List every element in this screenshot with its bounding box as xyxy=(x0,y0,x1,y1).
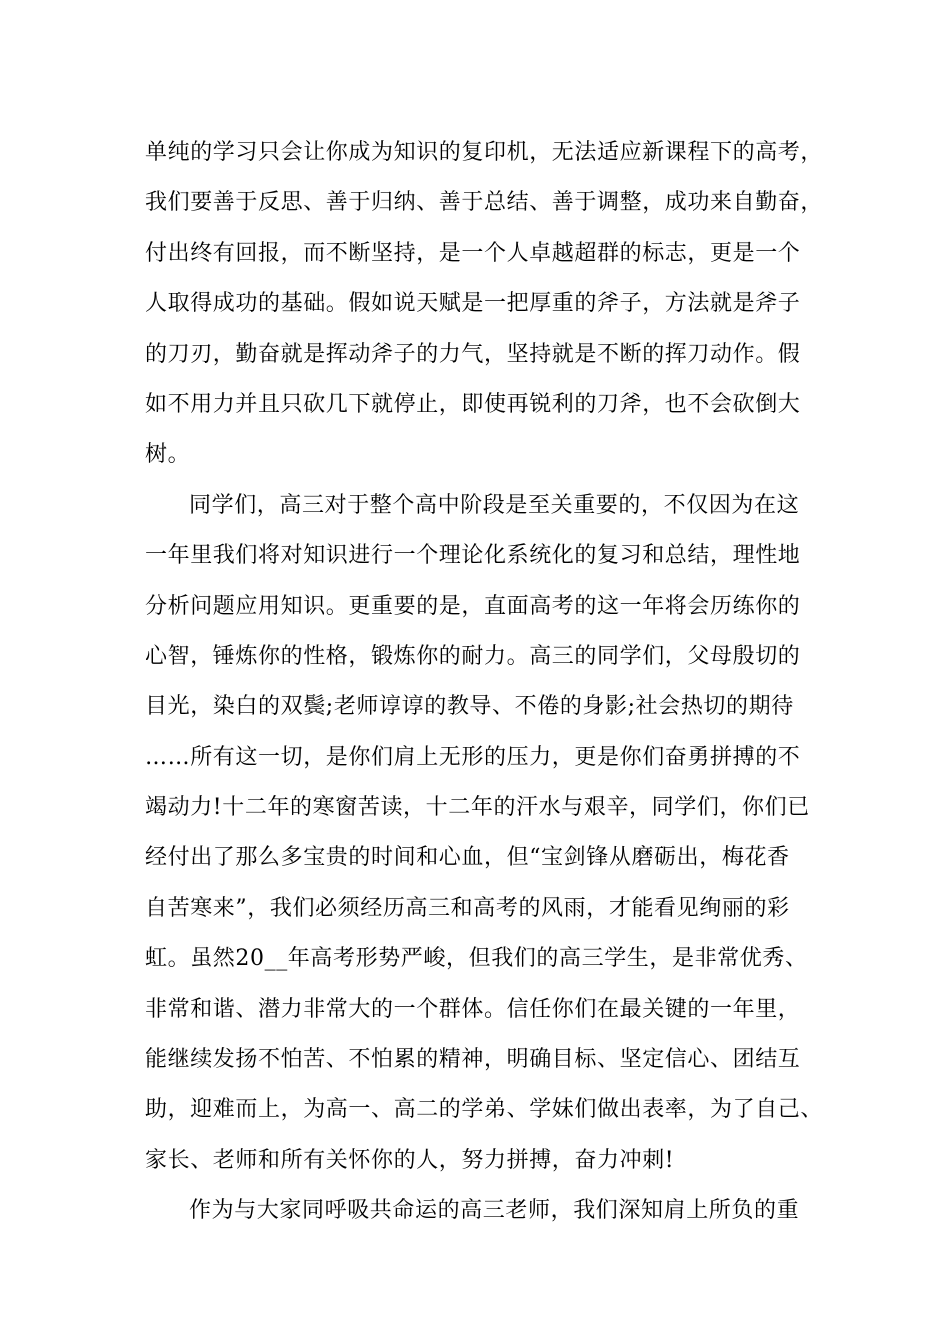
text-line: ……所有这一切，是你们肩上无形的压力，更是你们奋勇拼搏的不 xyxy=(145,744,801,770)
text-line: 单纯的学习只会让你成为知识的复印机，无法适应新课程下的高考， xyxy=(145,140,824,165)
text-line: 家长、老师和所有关怀你的人，努力拼搏，奋力冲刺! xyxy=(145,1147,675,1173)
text-line: 作为与大家同呼吸共命运的高三老师，我们深知肩上所负的重 xyxy=(189,1198,800,1224)
text-line: 能继续发扬不怕苦、不怕累的精神，明确目标、坚定信心、团结互 xyxy=(145,1047,801,1073)
text-line: 目光，染白的双鬓;老师谆谆的教导、不倦的身影;社会热切的期待 xyxy=(145,694,794,720)
text-line: 经付出了那么多宝贵的时间和心血，但“宝剑锋从磨砺出，梅花香 xyxy=(145,845,790,871)
text-line: 同学们，高三对于整个高中阶段是至关重要的，不仅因为在这 xyxy=(189,492,800,518)
text-line: 分析问题应用知识。更重要的是，直面高考的这一年将会历练你的 xyxy=(145,593,801,619)
text-line: 心智，锤炼你的性格，锻炼你的耐力。高三的同学们，父母殷切的 xyxy=(145,643,801,669)
text-line: 我们要善于反思、善于归纳、善于总结、善于调整，成功来自勤奋， xyxy=(145,190,824,216)
text-line: 的刀刃，勤奋就是挥动斧子的力气，坚持就是不断的挥刀动作。假 xyxy=(145,341,801,367)
text-line: 虹。虽然20__年高考形势严峻，但我们的高三学生，是非常优秀、 xyxy=(145,946,808,972)
text-line: 助，迎难而上，为高一、高二的学弟、学妹们做出表率，为了自己、 xyxy=(145,1097,824,1123)
text-line: 树。 xyxy=(145,442,191,468)
text-line: 非常和谐、潜力非常大的一个群体。信任你们在最关键的一年里， xyxy=(145,996,801,1022)
text-line: 自苦寒来”，我们必须经历高三和高考的风雨，才能看见绚丽的彩 xyxy=(145,895,790,921)
text-line: 付出终有回报，而不断坚持，是一个人卓越超群的标志，更是一个 xyxy=(145,240,801,266)
document-body xyxy=(145,128,835,1237)
paragraph-3 xyxy=(145,1186,835,1236)
text-line: 如不用力并且只砍几下就停止，即使再锐利的刀斧，也不会砍倒大 xyxy=(145,391,801,417)
text-line: 一年里我们将对知识进行一个理论化系统化的复习和总结，理性地 xyxy=(145,543,801,569)
paragraph-1 xyxy=(145,128,835,481)
text-line: 人取得成功的基础。假如说天赋是一把厚重的斧子，方法就是斧子 xyxy=(145,291,801,317)
text-line: 竭动力!十二年的寒窗苦读，十二年的汗水与艰辛，同学们，你们已 xyxy=(145,795,810,821)
paragraph-2 xyxy=(145,481,835,1186)
